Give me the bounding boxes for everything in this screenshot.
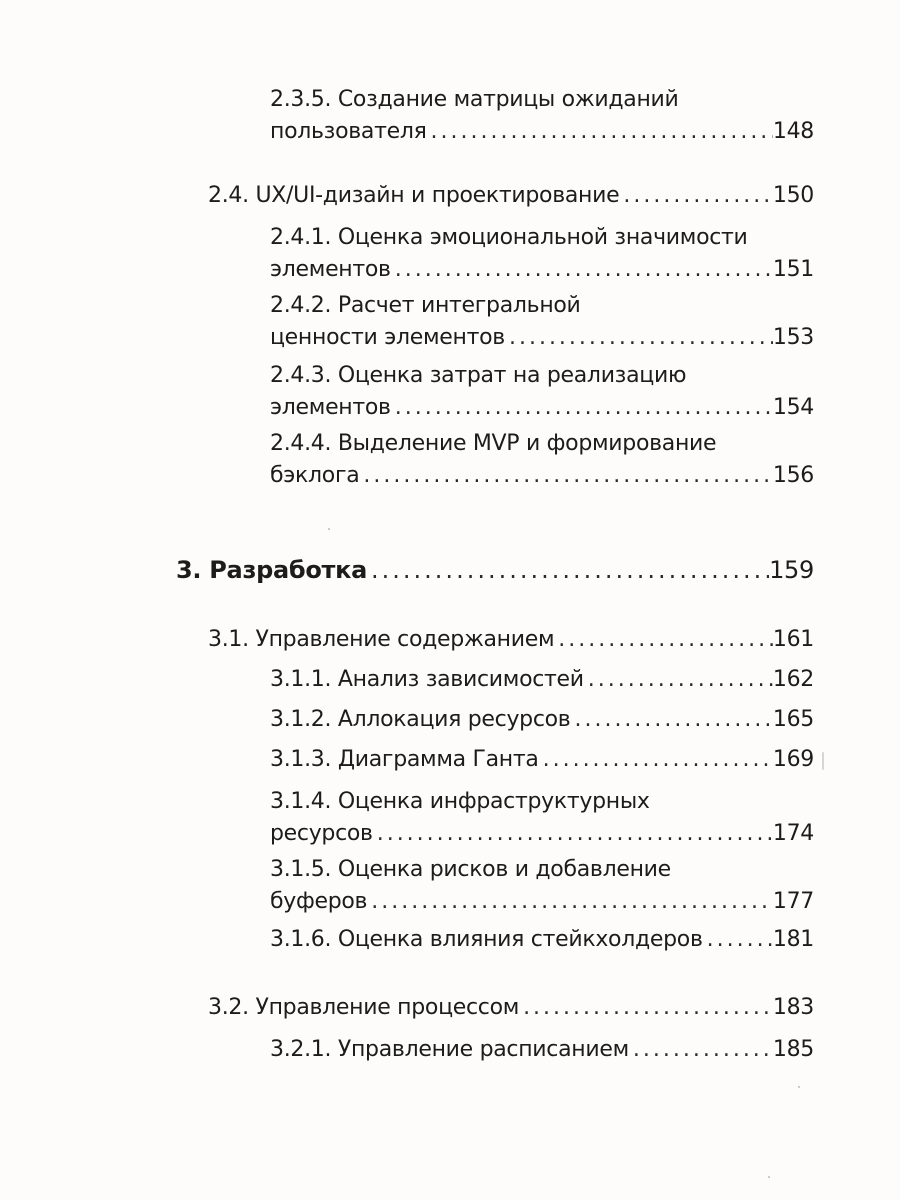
toc-entry-title: 3.1.3. Диаграмма Ганта xyxy=(270,747,539,772)
toc-section-2-4[interactable] xyxy=(208,180,814,212)
scan-speck xyxy=(328,528,330,530)
dot-leader xyxy=(703,924,773,956)
page-number: 162 xyxy=(772,667,814,692)
page-number: 159 xyxy=(769,556,814,584)
page-number: 154 xyxy=(772,395,814,420)
page-number: 165 xyxy=(772,707,814,732)
page-number: 185 xyxy=(772,1037,814,1062)
dot-leader xyxy=(539,744,773,776)
page-number: 156 xyxy=(772,463,814,488)
scan-speck xyxy=(768,1176,770,1178)
scan-speck xyxy=(798,1086,800,1088)
dot-leader xyxy=(359,460,773,492)
toc-entry-2-3-5[interactable] xyxy=(270,84,814,148)
toc-entry-title: 2.4. UX/UI-дизайн и проектирование xyxy=(208,183,620,208)
scan-speck xyxy=(822,752,824,770)
toc-entry-3-1-1[interactable] xyxy=(270,664,814,696)
page-number: 153 xyxy=(772,325,814,350)
page-number: 150 xyxy=(772,183,814,208)
toc-chapter-3[interactable] xyxy=(176,554,814,586)
toc-entry-title-line1: 2.3.5. Создание матрицы ожиданий xyxy=(270,87,679,112)
toc-entry-2-4-3[interactable] xyxy=(270,360,814,424)
toc-entry-title: 3.1.2. Аллокация ресурсов xyxy=(270,707,571,732)
dot-leader xyxy=(367,886,773,918)
toc-entry-title-line1: 2.4.4. Выделение MVP и формирование xyxy=(270,431,717,456)
dot-leader xyxy=(519,992,773,1024)
toc-entry-2-4-2[interactable] xyxy=(270,290,814,354)
toc-entry-3-1-2[interactable] xyxy=(270,704,814,736)
toc-entry-title: 3.2. Управление процессом xyxy=(208,995,520,1020)
dot-leader xyxy=(584,664,773,696)
page-number: 177 xyxy=(772,889,814,914)
toc-entry-title-line2: пользователя xyxy=(270,119,427,144)
toc-entry-title-line2: элементов xyxy=(270,257,391,282)
page-number: 174 xyxy=(772,821,814,846)
toc-entry-3-1-3[interactable] xyxy=(270,744,814,776)
dot-leader xyxy=(391,392,773,424)
toc-entry-title: 3.1.6. Оценка влияния стейкхолдеров xyxy=(270,927,703,952)
toc-entry-title-line2: ценности элементов xyxy=(270,325,505,350)
toc-entry-2-4-4[interactable] xyxy=(270,428,814,492)
toc-entry-2-4-1[interactable] xyxy=(270,222,814,286)
page-number: 148 xyxy=(772,119,814,144)
toc-entry-title-line2: бэклога xyxy=(270,463,360,488)
toc-entry-title: 3.1. Управление содержанием xyxy=(208,627,555,652)
toc-entry-3-1-5[interactable] xyxy=(270,854,814,918)
toc-entry-title: 3.2.1. Управление расписанием xyxy=(270,1037,629,1062)
dot-leader xyxy=(554,624,773,656)
dot-leader xyxy=(505,322,773,354)
toc-entry-title-line1: 2.4.3. Оценка затрат на реализацию xyxy=(270,363,687,388)
dot-leader xyxy=(427,116,773,148)
toc-entry-title-line1: 3.1.5. Оценка рисков и добавление xyxy=(270,857,671,882)
toc-entry-3-1-6[interactable] xyxy=(270,924,814,956)
dot-leader xyxy=(629,1034,773,1066)
toc-entry-title-line2: элементов xyxy=(270,395,391,420)
dot-leader xyxy=(391,254,773,286)
dot-leader xyxy=(619,180,773,212)
toc-chapter-title: 3. Разработка xyxy=(176,556,368,584)
page-number: 183 xyxy=(772,995,814,1020)
page-number: 151 xyxy=(772,257,814,282)
toc-entry-3-2-1[interactable] xyxy=(270,1034,814,1066)
dot-leader xyxy=(373,818,773,850)
page-number: 161 xyxy=(772,627,814,652)
toc-section-3-1[interactable] xyxy=(208,624,814,656)
toc-entry-title-line2: буферов xyxy=(270,889,368,914)
toc-entry-title-line2: ресурсов xyxy=(270,821,373,846)
page-number: 181 xyxy=(772,927,814,952)
toc-entry-3-1-4[interactable] xyxy=(270,786,814,850)
page-number: 169 xyxy=(772,747,814,772)
dot-leader xyxy=(367,554,769,586)
toc-entry-title-line1: 2.4.1. Оценка эмоциональной значимости xyxy=(270,225,748,250)
toc-entry-title-line1: 3.1.4. Оценка инфраструктурных xyxy=(270,789,650,814)
toc-section-3-2[interactable] xyxy=(208,992,814,1024)
toc-entry-title: 3.1.1. Анализ зависимостей xyxy=(270,667,584,692)
dot-leader xyxy=(570,704,772,736)
toc-entry-title-line1: 2.4.2. Расчет интегральной xyxy=(270,293,581,318)
